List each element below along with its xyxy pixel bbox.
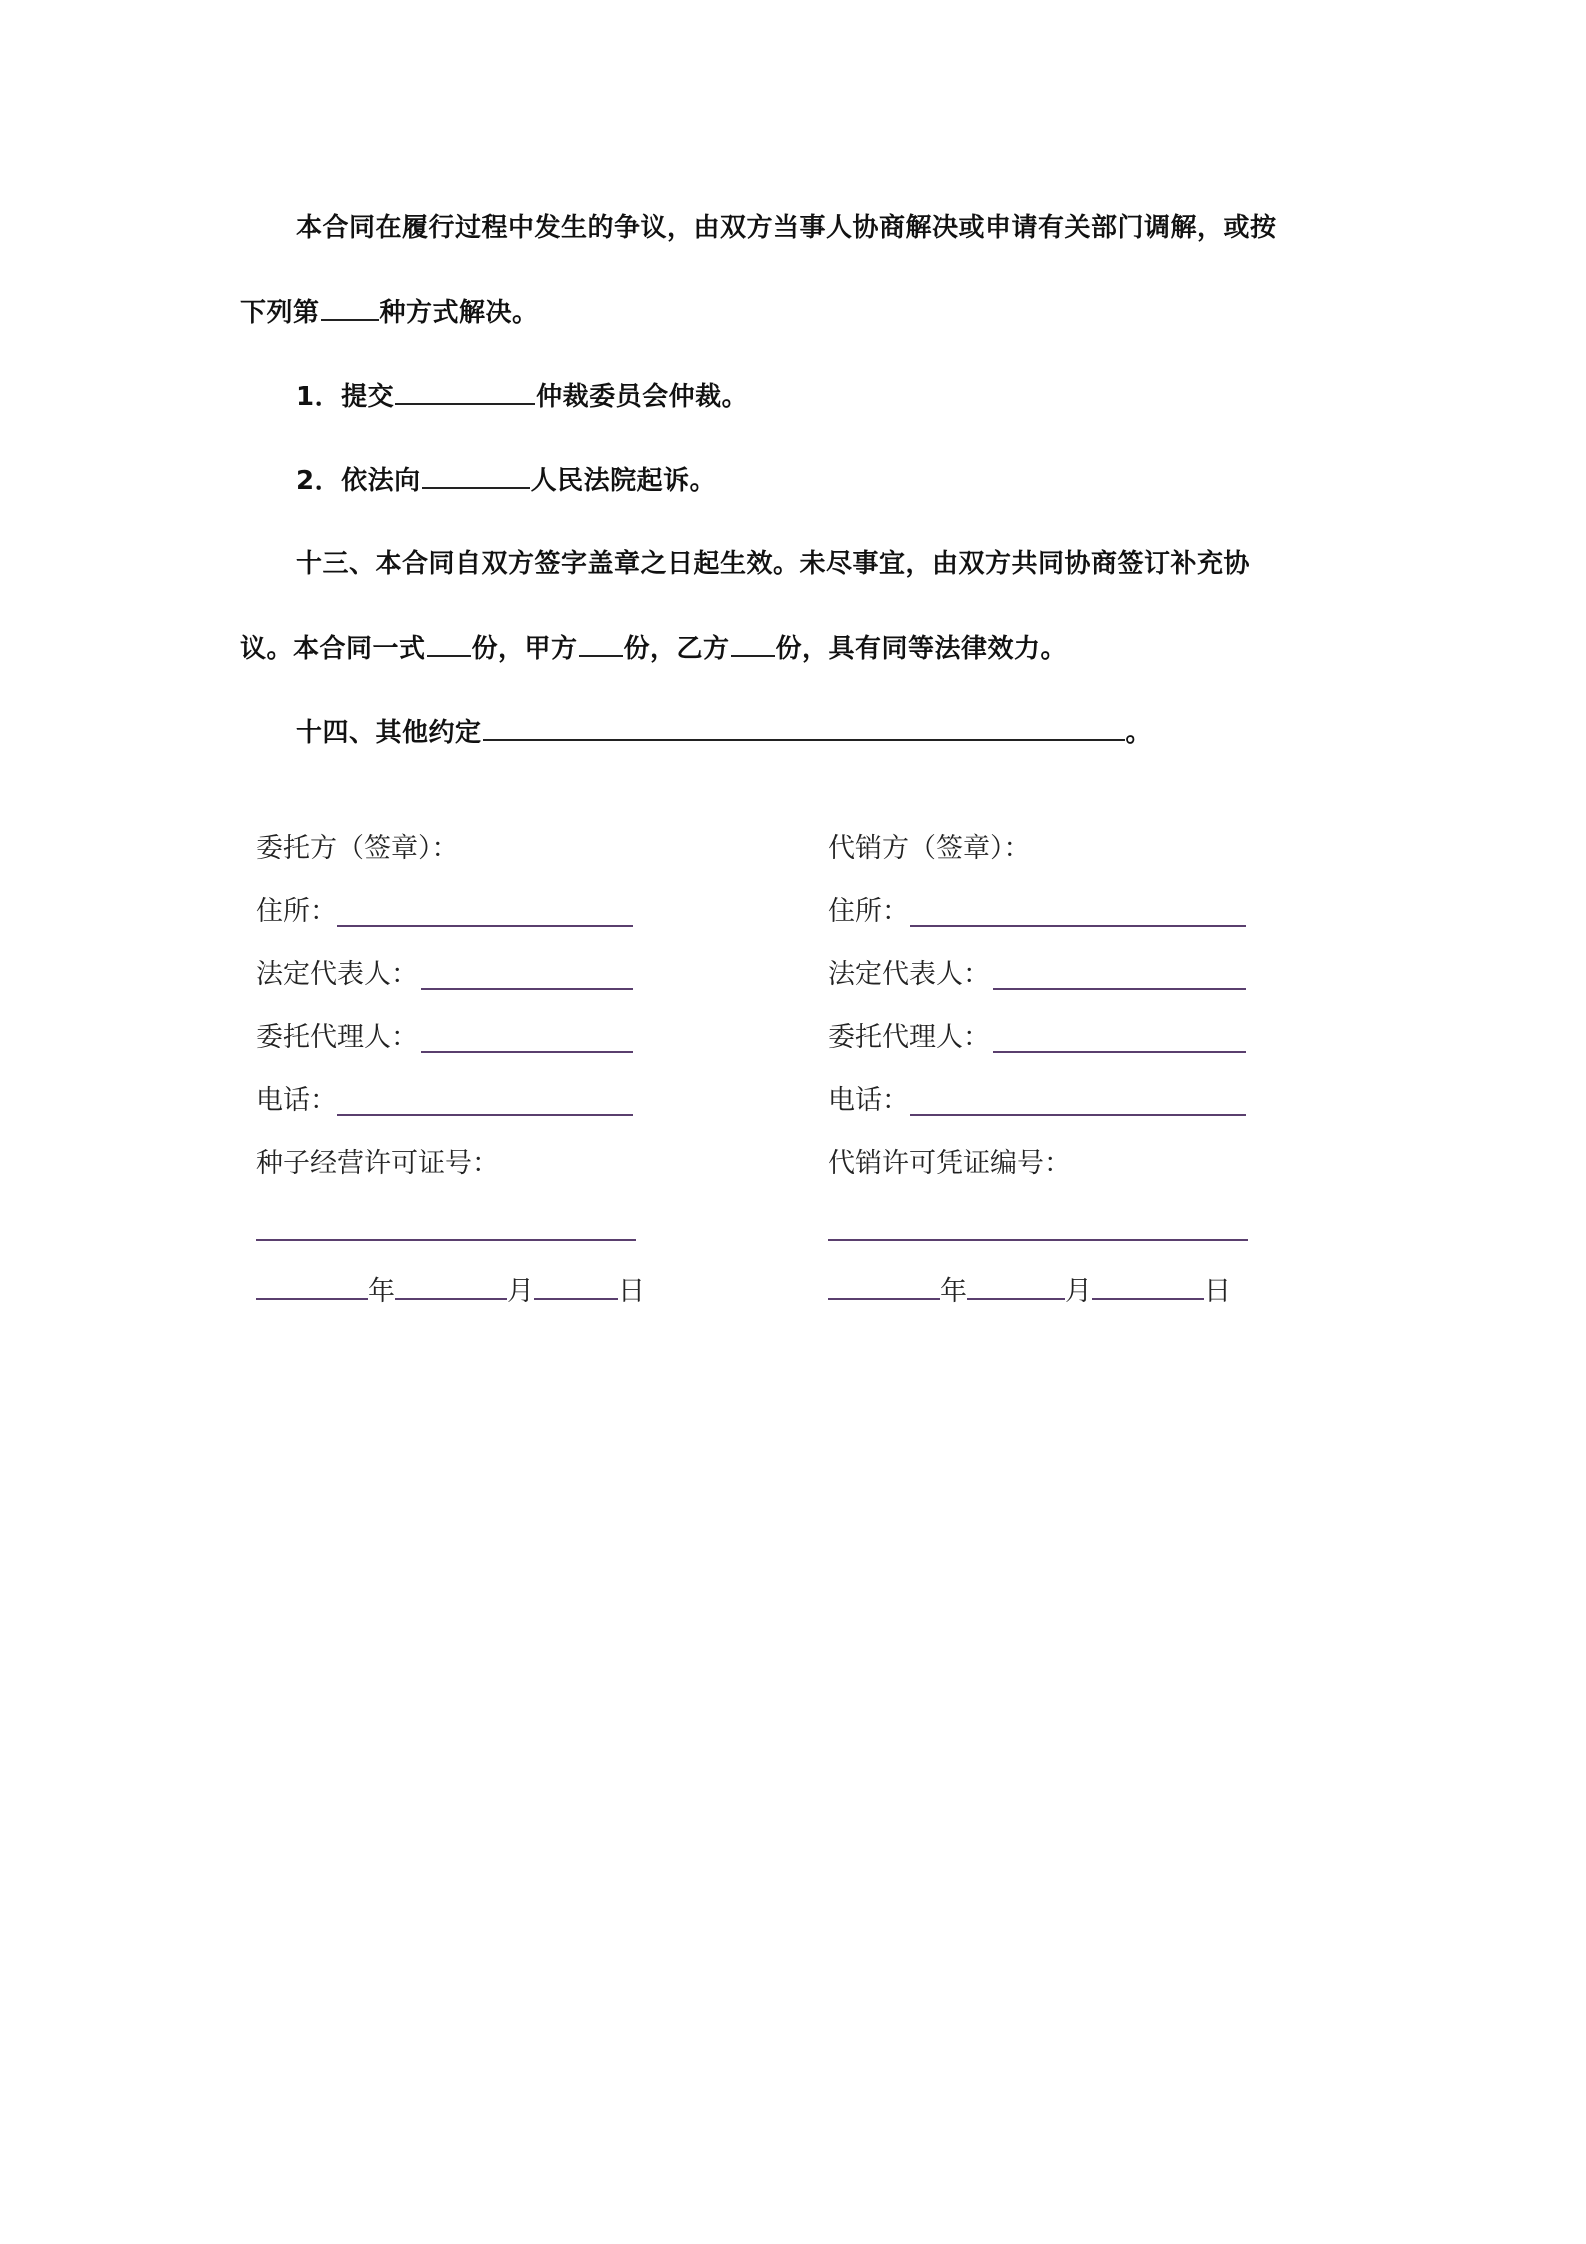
other-agreement-blank (483, 717, 1125, 741)
right-license-label: 代销许可凭证编号： (828, 1148, 1071, 1179)
left-date-row (256, 1274, 645, 1307)
right-party-label: 代销方（签章）： (828, 833, 1031, 864)
clause13-text-d: 份，具有同等法律效力。 (775, 634, 1068, 664)
copies-total-blank (427, 633, 471, 657)
right-date-row (828, 1274, 1231, 1307)
left-license-line (256, 1239, 636, 1241)
dispute-paragraph-line1: 本合同在履行过程中发生的争议，由双方当事人协商解决或申请有关部门调解，或按 (296, 213, 1277, 243)
method-number-blank (321, 297, 379, 321)
left-year-blank (256, 1274, 368, 1300)
clause13-text-a: 议。本合同一式 (240, 634, 426, 664)
clause14-text-a: 十四、其他约定 (296, 718, 482, 748)
option2-text-a: 2．依法向 (296, 466, 421, 496)
option-arbitration (296, 381, 748, 412)
left-day-label: 日 (618, 1276, 645, 1307)
right-month-label: 月 (1065, 1276, 1092, 1307)
clause14-line (296, 717, 1152, 748)
left-agent-line (421, 1051, 633, 1053)
right-month-blank (967, 1274, 1065, 1300)
left-legal-rep-label: 法定代表人： (256, 959, 418, 990)
left-phone-label: 电话： (256, 1085, 337, 1116)
left-year-label: 年 (368, 1276, 395, 1307)
clause13-text-c: 份，乙方 (623, 634, 730, 664)
right-phone-line (910, 1114, 1246, 1116)
left-month-label: 月 (507, 1276, 534, 1307)
option-litigation (296, 465, 716, 496)
right-year-label: 年 (940, 1276, 967, 1307)
right-day-blank (1092, 1274, 1204, 1300)
option1-text-a: 1．提交 (296, 382, 395, 412)
right-license-line (828, 1239, 1248, 1241)
left-legal-rep-line (421, 988, 633, 990)
left-license-label: 种子经营许可证号： (256, 1148, 499, 1179)
dispute-line2-text-a: 下列第 (240, 298, 320, 328)
left-address-line (337, 925, 633, 927)
left-agent-label: 委托代理人： (256, 1022, 418, 1053)
option1-text-b: 仲裁委员会仲裁。 (536, 382, 749, 412)
right-phone-label: 电话： (828, 1085, 909, 1116)
right-address-label: 住所： (828, 896, 909, 927)
dispute-paragraph-line2 (240, 297, 539, 328)
right-legal-rep-line (993, 988, 1246, 990)
clause13-line1: 十三、本合同自双方签字盖章之日起生效。未尽事宜，由双方共同协商签订补充协 (296, 549, 1251, 579)
option2-text-b: 人民法院起诉。 (530, 466, 717, 496)
copies-party-a-blank (579, 633, 623, 657)
copies-party-b-blank (731, 633, 775, 657)
right-day-label: 日 (1204, 1276, 1231, 1307)
clause14-text-b: 。 (1125, 718, 1153, 748)
clause13-text-b: 份，甲方 (471, 634, 578, 664)
dispute-line2-text-b: 种方式解决。 (379, 298, 539, 328)
right-year-blank (828, 1274, 940, 1300)
left-address-label: 住所： (256, 896, 337, 927)
left-month-blank (395, 1274, 507, 1300)
left-party-label: 委托方（签章）： (256, 833, 459, 864)
right-agent-label: 委托代理人： (828, 1022, 990, 1053)
clause13-line2 (240, 633, 1067, 664)
right-legal-rep-label: 法定代表人： (828, 959, 990, 990)
court-name-blank (422, 465, 530, 489)
left-phone-line (337, 1114, 633, 1116)
right-agent-line (993, 1051, 1246, 1053)
right-address-line (910, 925, 1246, 927)
arbitration-commission-blank (395, 381, 535, 405)
left-day-blank (534, 1274, 618, 1300)
